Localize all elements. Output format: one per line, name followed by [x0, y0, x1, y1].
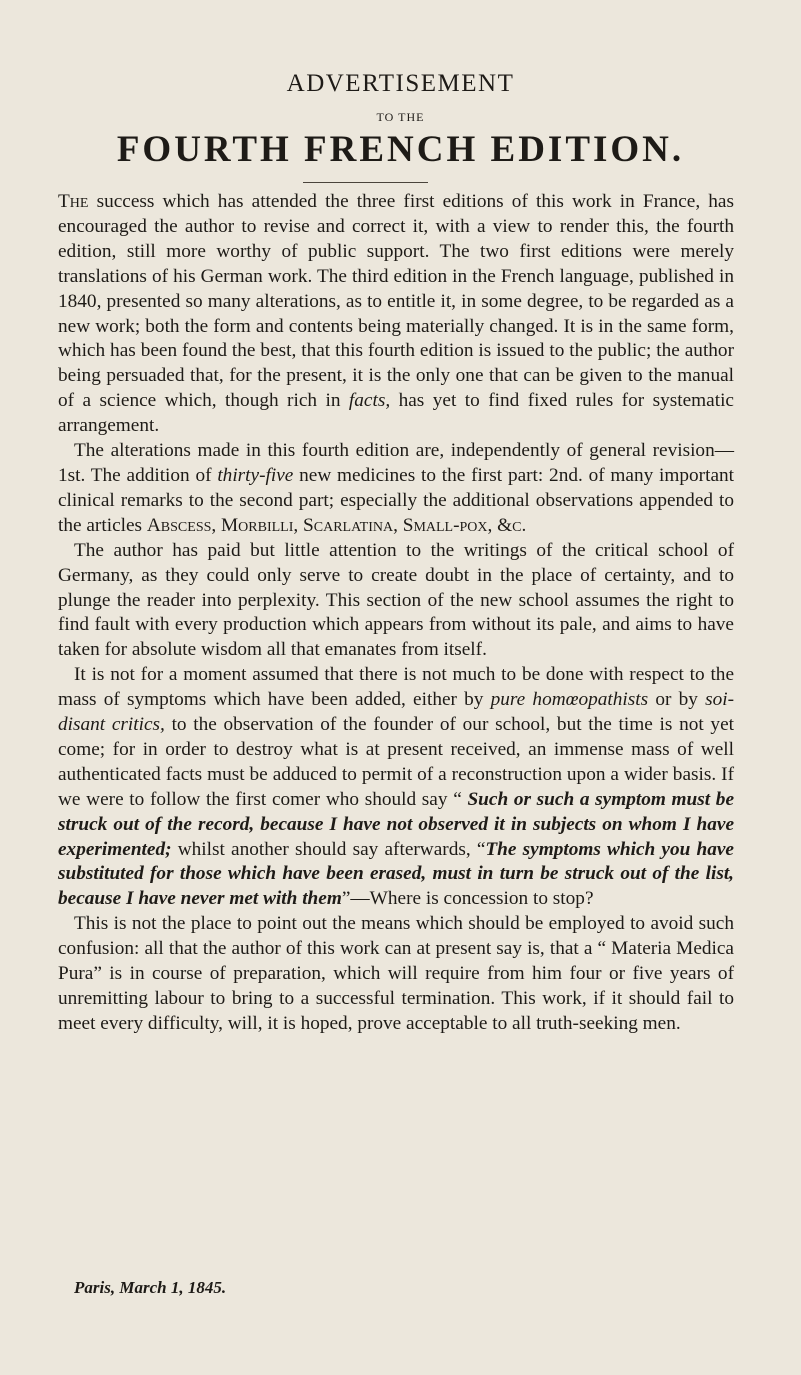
paragraph-2: [58, 439, 734, 539]
body-text: [58, 190, 734, 1037]
paragraph-1: [58, 190, 734, 439]
paragraph-2-articles: Abscess, Morbilli, Scarlatina, Small-pox, &c.: [146, 514, 527, 536]
paragraph-4-text-c: or by: [648, 689, 706, 711]
title-rule: [303, 182, 428, 183]
dateline: Paris, March 1, 1845.: [74, 1278, 227, 1297]
paragraph-4-quote-2: The symptoms which you have substituted for those which have been erased, must in turn be struck out of the list, because I have never met with them: [58, 838, 734, 910]
paragraph-4-text-i: ”—Where is concession to stop?: [341, 888, 594, 910]
title-to-the: TO THE: [376, 110, 425, 124]
paragraph-4-emphasis-b: pure homœopathists: [490, 689, 649, 711]
paragraph-4-text-a: It is not for a moment assumed that there is not much to be done with respect to the mass of symptoms which have been added, either by: [58, 664, 734, 711]
paragraph-4-text-e: to the observation of the founder of our school, but the time is not yet come; for in order to destroy what is at present received, an immense mass of well authenticated facts must be adduced to permit of a reconstruction upon a wider basis. If we were to follow the first comer who should say “: [58, 714, 734, 810]
paragraph-1-lead: The: [58, 191, 89, 212]
paragraph-2-text-a: The alterations made in this fourth edition are, independently of general revision—1st. The addition of: [58, 440, 734, 486]
paragraph-2-text-c: new medicines to the first part: 2nd. of many important clinical remarks to the second part; especially the additional observations appended to the articles: [58, 464, 734, 536]
paragraph-1-tail: has yet to find fixed rules for systematic arrangement.: [58, 390, 734, 437]
paragraph-4-quote-1: Such or such a symptom must be struck out of the record, because I have not observed it in subjects on whom I have experimented;: [58, 788, 735, 860]
paragraph-5: This is not the place to point out the means which should be employed to avoid such confusion: all that the author of this work can at present say is, that a “ Materia Medica Pura” is in course of preparation, which will require from him four or five years of unremitting labour to bring to a successful termination. This work, if it should fail to meet every difficulty, will, it is hoped, prove acceptable to all truth-seeking men.: [58, 913, 734, 1034]
title-edition: FOURTH FRENCH EDITION.: [116, 129, 685, 170]
paragraph-3: The author has paid but little attention to the writings of the critical school of Germany, as they could only serve to create doubt in the place of certainty, and to plunge the reader into perplexity. This section of the new school assumes the right to find fault with every production which appears from without its pale, and aims to have taken for absolute wisdom all that emanates from itself.: [58, 539, 734, 661]
paragraph-4-text-g: whilst another should say afterwards, “: [171, 838, 486, 860]
title-advertisement: ADVERTISEMENT: [286, 70, 515, 97]
paragraph-4: [58, 663, 734, 912]
paragraph-1-facts: facts,: [348, 390, 391, 412]
paragraph-2-emphasis: thirty-five: [217, 464, 294, 486]
paragraph-1-text: success which has attended the three first editions of this work in France, has encouraged the author to revise and correct it, with a view to render this, the fourth edition, still more worthy of public support. The two first editions were merely translations of his German work. The third edition in the French language, published in 1840, presented so many alterations, as to entitle it, in some degree, to be regarded as a new work; both the form and contents being materially changed. It is in the same form, which has been found the best, that this fourth edition is issued to the public; the author being persuaded that, for the present, it is the only one that can be given to the manual of a science which, though rich in: [58, 191, 734, 412]
paragraph-4-emphasis-d: soi-disant critics,: [58, 689, 734, 736]
